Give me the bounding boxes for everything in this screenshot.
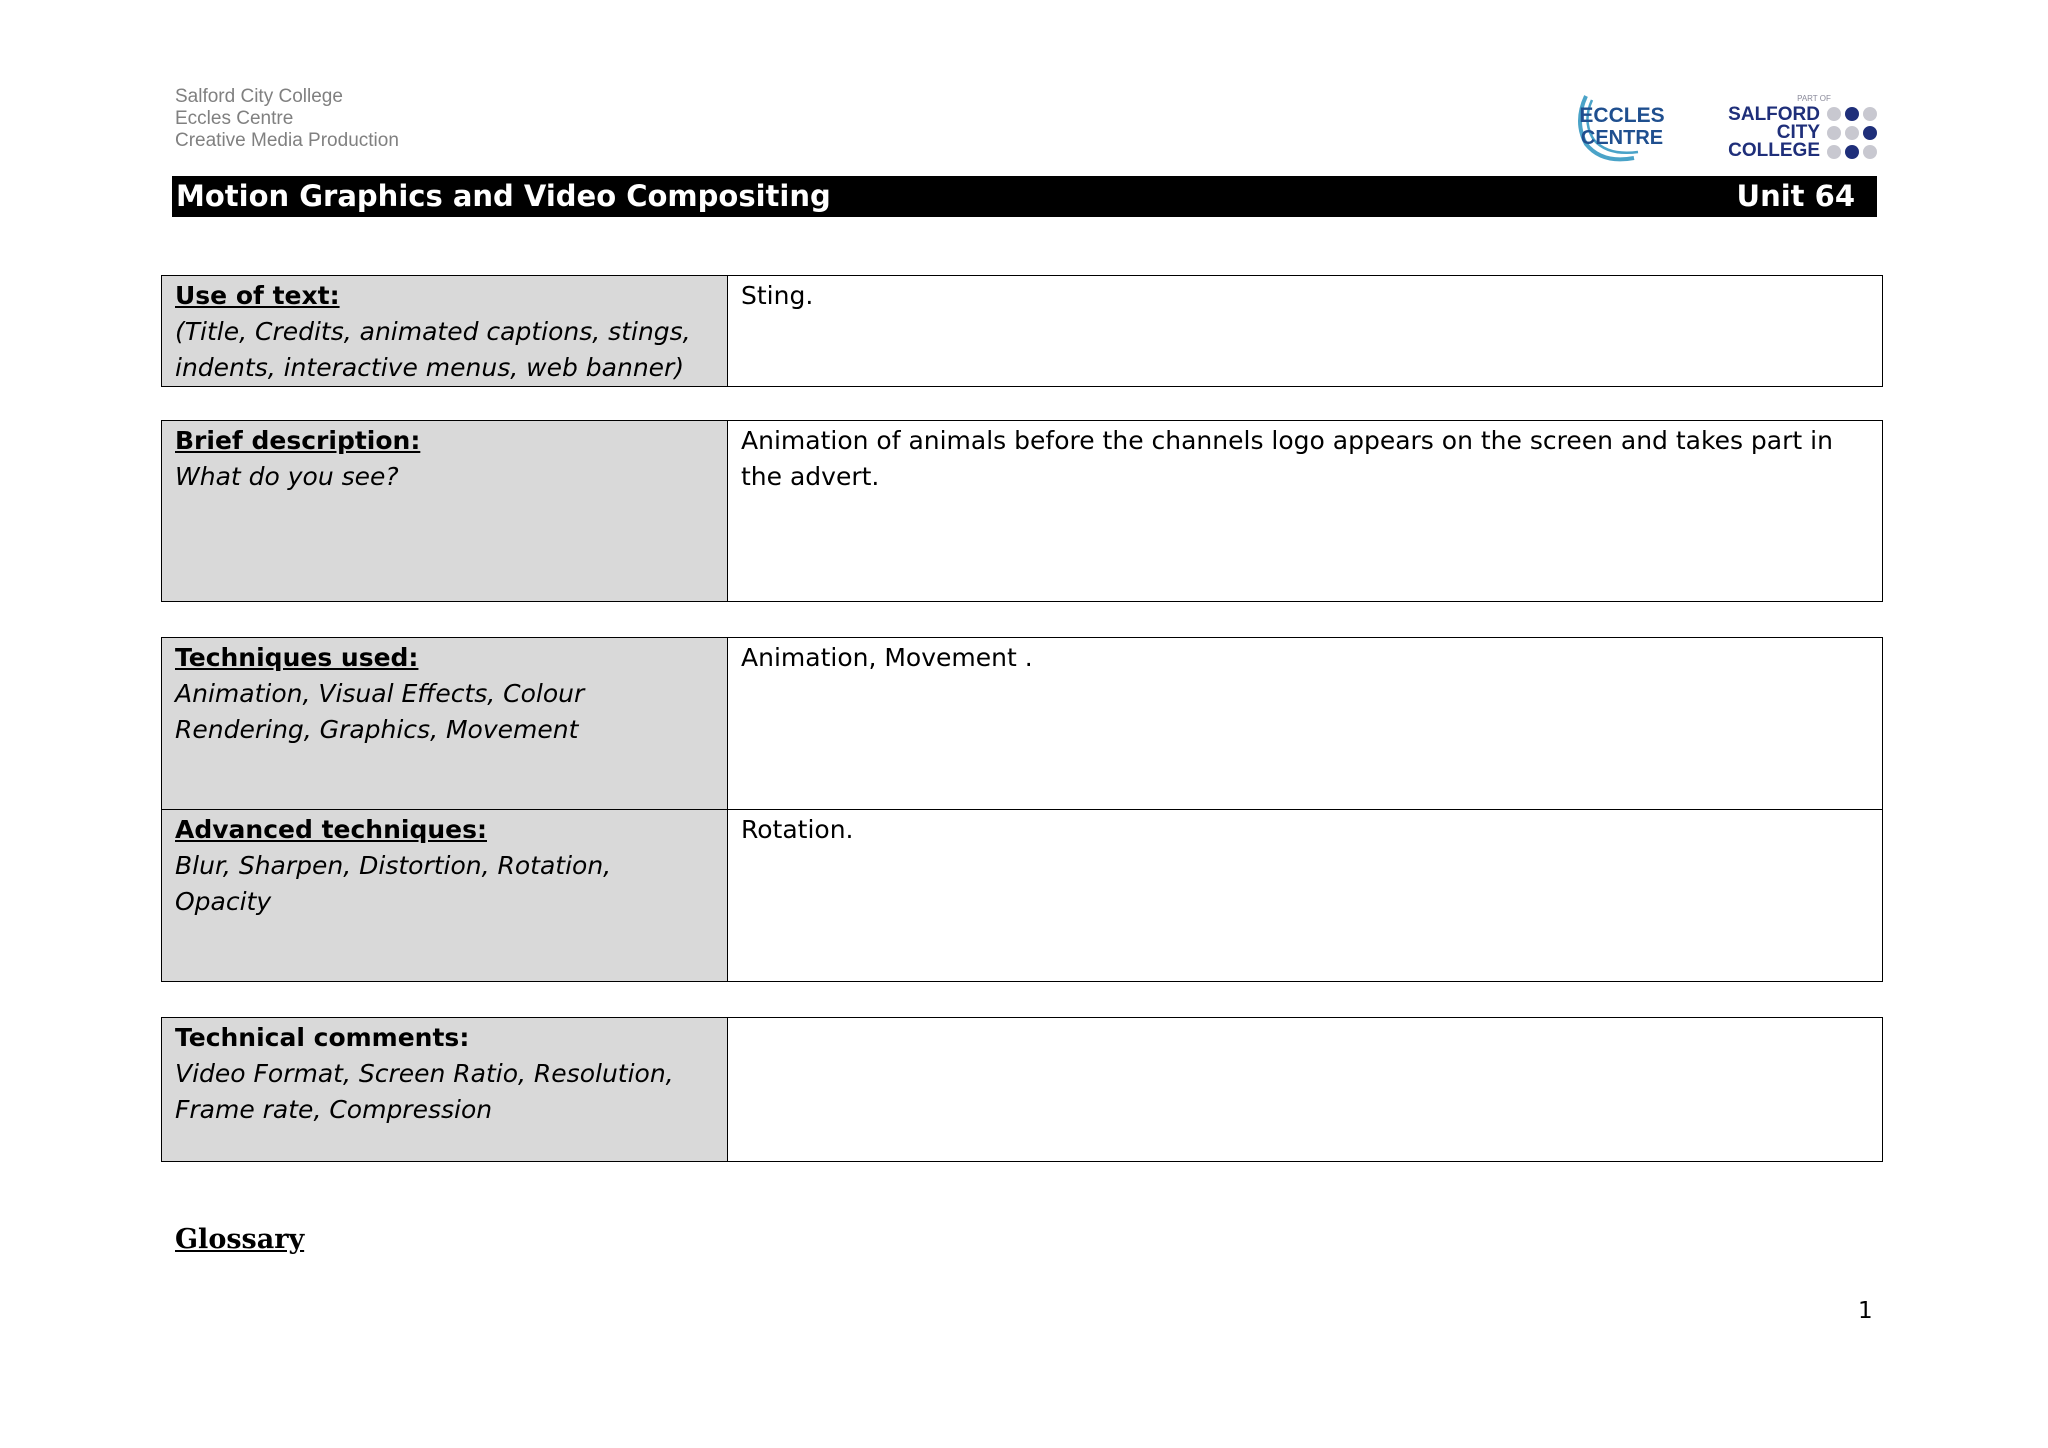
document-title: Motion Graphics and Video Compositing [176, 179, 831, 213]
eccles-centre-logo [1572, 92, 1672, 164]
technical-comments-table [161, 1017, 1883, 1162]
salford-logo-line-1: SALFORD [1728, 104, 1820, 125]
eccles-logo-line-2: CENTRE [1580, 127, 1664, 149]
salford-logo-line-3: COLLEGE [1728, 140, 1820, 161]
techniques-used-hint: Animation, Visual Effects, Colour Rendering, Graphics, Movement [175, 679, 585, 744]
use-of-text-label-cell [162, 276, 728, 387]
advanced-techniques-label: Advanced techniques: [175, 815, 487, 844]
brief-description-table [161, 420, 1883, 602]
techniques-used-answer-cell[interactable] [728, 638, 1883, 810]
eccles-logo-line-1: ECCLES [1579, 104, 1665, 127]
techniques-used-label: Techniques used: [175, 643, 419, 672]
use-of-text-label: Use of text: [175, 281, 340, 310]
use-of-text-answer: Sting. [741, 281, 814, 310]
technical-comments-label-cell [162, 1018, 728, 1162]
advanced-techniques-label-cell [162, 810, 728, 982]
glossary-heading: Glossary [175, 1224, 305, 1255]
salford-dots-icon [1827, 107, 1877, 159]
use-of-text-answer-cell[interactable] [728, 276, 1883, 387]
advanced-techniques-answer: Rotation. [741, 815, 854, 844]
college-name: Salford City College [175, 86, 343, 107]
techniques-used-answer: Animation, Movement . [741, 643, 1033, 672]
brief-description-label: Brief description: [175, 426, 421, 455]
salford-logo-line-2: CITY [1776, 122, 1820, 143]
brief-description-hint: What do you see? [175, 462, 399, 491]
technical-comments-hint: Video Format, Screen Ratio, Resolution, Frame rate, Compression [175, 1059, 674, 1124]
advanced-techniques-hint: Blur, Sharpen, Distortion, Rotation, Opacity [175, 851, 612, 916]
advanced-techniques-answer-cell[interactable] [728, 810, 1883, 982]
salford-city-college-logo [1728, 92, 1884, 164]
college-header [175, 86, 399, 152]
techniques-used-label-cell [162, 638, 728, 810]
page-number: 1 [1858, 1298, 1873, 1324]
technical-comments-label: Technical comments: [175, 1023, 470, 1052]
salford-logo-small: PART OF [1797, 94, 1831, 103]
unit-number: Unit 64 [1736, 179, 1855, 213]
brief-description-answer: Animation of animals before the channels logo appears on the screen and takes part in the advert. [741, 426, 1833, 491]
brief-description-answer-cell[interactable] [728, 421, 1883, 602]
brief-description-label-cell [162, 421, 728, 602]
use-of-text-hint: (Title, Credits, animated captions, stings, indents, interactive menus, web banner) [175, 317, 691, 382]
techniques-table [161, 637, 1883, 982]
title-bar [172, 176, 1877, 217]
centre-name: Eccles Centre [175, 108, 294, 129]
department-name: Creative Media Production [175, 130, 399, 151]
use-of-text-table [161, 275, 1883, 387]
technical-comments-answer-cell[interactable] [728, 1018, 1883, 1162]
